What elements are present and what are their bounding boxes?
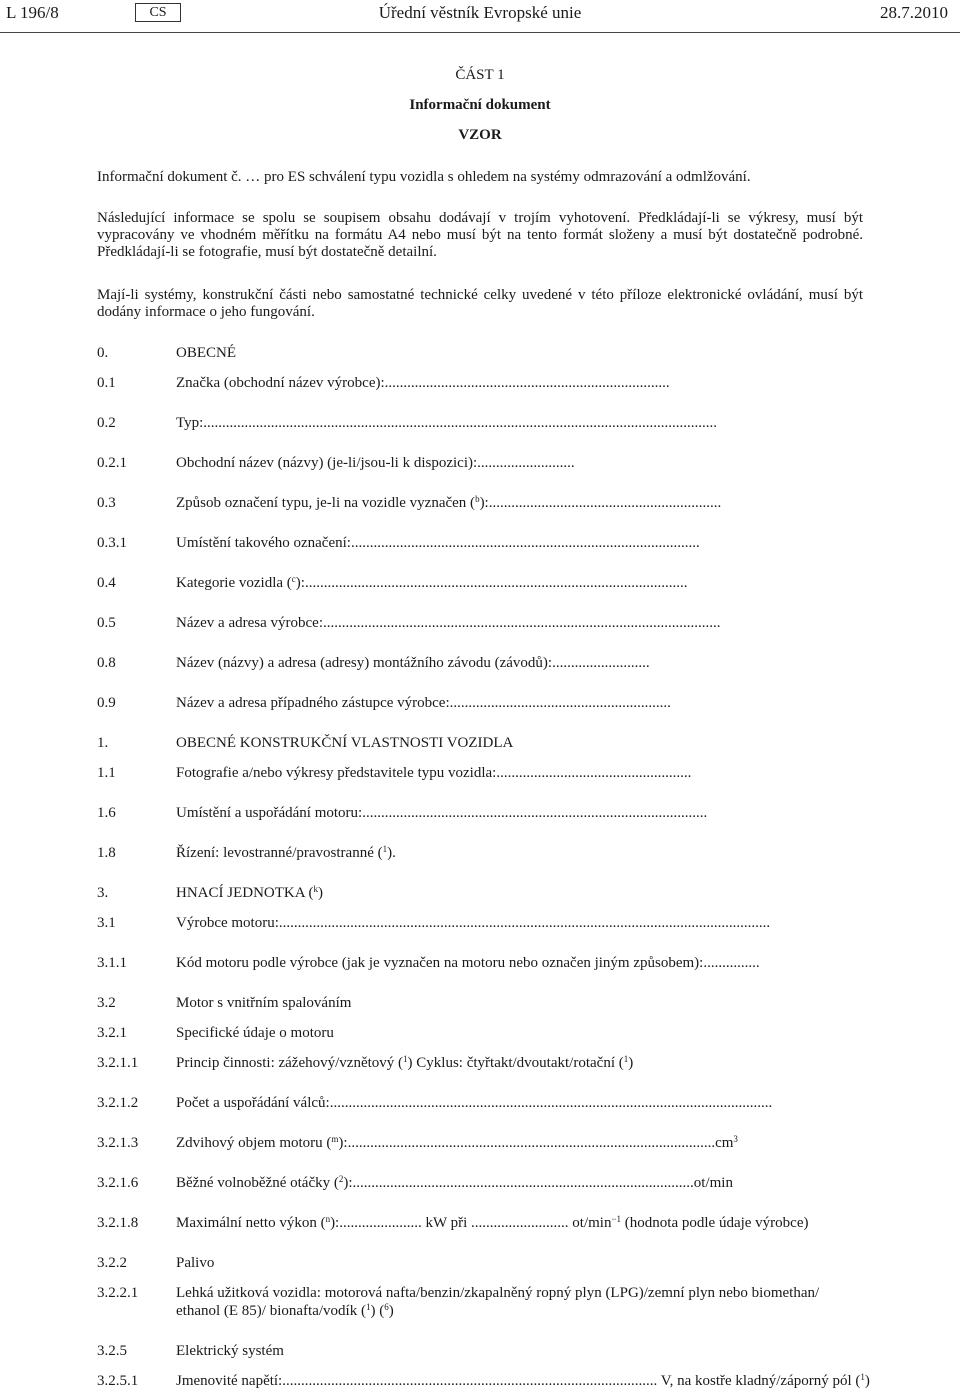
field-label: Název a adresa výrobce:: [176, 615, 323, 631]
fill-in-dots: ...................................................................................................................................: [278, 915, 771, 931]
footnote-ref: b: [475, 494, 480, 504]
field-label: Název (názvy) a adresa (adresy) montážního závodu (závodů):: [176, 655, 553, 671]
form-field-representative: [176, 694, 671, 712]
item-number: 3.1: [97, 915, 116, 931]
item-number: 3.2.5: [97, 1343, 127, 1359]
form-field-engine-manufacturer: [176, 914, 770, 932]
fill-in-dots: ......................: [339, 1215, 422, 1231]
footnote-ref: 1: [403, 1054, 408, 1064]
field-label-tail: ) (: [370, 1303, 385, 1319]
fill-in-dots: ..........................: [552, 655, 650, 671]
field-label-tail: ): [864, 1373, 870, 1389]
field-label-tail: ) Cyklus: čtyřtakt/dvoutakt/rotační (: [407, 1055, 624, 1071]
fill-in-dots: ..........................................................................................................: [323, 615, 721, 631]
journal-title: Úřední věstník Evropské unie: [378, 3, 582, 22]
form-field-type-identification: [176, 494, 721, 512]
field-label: Způsob označení typu, je-li na vozidle vyznačen (: [176, 495, 476, 511]
form-field-steering: [176, 844, 396, 862]
field-label: Umístění a uspořádání motoru:: [176, 805, 363, 821]
field-label: Jmenovité napětí:: [176, 1373, 283, 1389]
item-number: 3.2.1.8: [97, 1215, 139, 1231]
field-label-line2: [176, 1302, 864, 1320]
form-field-working-principle: [176, 1054, 633, 1072]
field-label-tail: ): [628, 1055, 634, 1071]
form-field-idle-speed: [176, 1174, 733, 1192]
item-number: 0.2.1: [97, 455, 127, 471]
item-number: 1.: [97, 735, 109, 751]
subsection-heading: Elektrický systém: [176, 1343, 284, 1359]
item-number: 3.: [97, 885, 109, 901]
form-field-engine-code: [176, 954, 760, 972]
fill-in-dots: ............................................................................: [384, 375, 670, 391]
field-label: Princip činnosti: zážehový/vznětový (: [176, 1055, 404, 1071]
fill-in-dots: ...........................................................................................: [352, 1175, 694, 1191]
form-field-brand: [176, 374, 670, 392]
item-number: 3.2.1.2: [97, 1095, 139, 1111]
footnote-ref: n: [325, 1214, 331, 1224]
item-number: 3.2: [97, 995, 116, 1011]
fill-in-dots: ....................................................................................................: [282, 1373, 658, 1389]
form-field-assembly-plant: [176, 654, 650, 672]
unit-label: cm: [715, 1135, 734, 1151]
item-number: 1.8: [97, 845, 116, 861]
item-number: 3.1.1: [97, 955, 127, 971]
field-label-tail: ).: [387, 845, 396, 861]
form-field-rated-voltage: [176, 1372, 870, 1390]
item-number: 0.2: [97, 415, 116, 431]
field-label-tail: ): [318, 885, 323, 901]
field-label: ethanol (E 85)/ bionafta/vodík (: [176, 1303, 366, 1319]
item-number: 3.2.1.6: [97, 1175, 139, 1191]
page-reference: L 196/8: [6, 3, 59, 22]
field-label: HNACÍ JEDNOTKA (: [176, 885, 314, 901]
field-label-tail: ):: [343, 1175, 353, 1191]
electronic-control-paragraph: Mají-li systémy, konstrukční části nebo samostatné technické celky uvedené v této příloze elektronické ovládání, musí být dodány informace o jeho fungování.: [97, 287, 863, 320]
form-field-type: [176, 414, 717, 432]
footnote-ref: c: [291, 574, 296, 584]
part-heading: ČÁST 1: [455, 67, 505, 83]
item-number: 0.5: [97, 615, 116, 631]
footnote-ref: m: [331, 1134, 339, 1144]
field-label-tail: ):: [479, 495, 489, 511]
item-number: 0.1: [97, 375, 116, 391]
footnote-ref: 2: [338, 1174, 344, 1184]
model-heading: VZOR: [458, 127, 502, 143]
item-number: 1.6: [97, 805, 116, 821]
item-number: 3.2.5.1: [97, 1373, 139, 1389]
form-field-displacement: [176, 1134, 738, 1152]
fill-in-dots: .............................................................................................: [350, 535, 700, 551]
field-label: Lehká užitková vozidla: motorová nafta/benzin/zkapalněný ropný plyn (LPG)/zemní plyn nebo biomethan/: [176, 1285, 820, 1301]
intro-paragraph: Informační dokument č. … pro ES schválení typu vozidla s ohledem na systémy odmrazování a odmlžování.: [97, 169, 751, 185]
header-rule: [0, 32, 960, 33]
fill-in-dots: ..................................................................................................: [347, 1135, 716, 1151]
field-label-tail: ):: [338, 1135, 348, 1151]
unit-label: V, na kostře kladný/záporný pól (: [657, 1373, 861, 1389]
form-field-max-power: [176, 1214, 808, 1232]
field-label: Řízení: levostranné/pravostranné (: [176, 845, 383, 861]
field-label: Kategorie vozidla (: [176, 575, 292, 591]
unit-exponent: 3: [733, 1134, 738, 1144]
form-field-cylinders: [176, 1094, 772, 1112]
item-number: 0.: [97, 345, 109, 361]
unit-exponent: −1: [611, 1214, 622, 1224]
field-label: Fotografie a/nebo výkresy představitele typu vozidla:: [176, 765, 497, 781]
field-label: Název a adresa případného zástupce výrobce:: [176, 695, 450, 711]
form-field-marking-location: [176, 534, 700, 552]
field-label-tail: ):: [295, 575, 305, 591]
item-number: 0.3.1: [97, 535, 127, 551]
item-number: 3.2.1.1: [97, 1055, 139, 1071]
fill-in-dots: ......................................................................................................................: [329, 1095, 773, 1111]
fill-in-dots: ...............: [703, 955, 760, 971]
footnote-ref: 1: [860, 1372, 865, 1382]
fill-in-dots: ..........................: [477, 455, 575, 471]
fill-in-dots: ......................................................................................................: [304, 575, 688, 591]
item-number: 0.4: [97, 575, 116, 591]
running-header: [0, 3, 960, 25]
footnote-ref: 1: [623, 1054, 629, 1064]
field-label: Typ:: [176, 415, 204, 431]
form-field-engine-location: [176, 804, 707, 822]
item-number: 3.2.2: [97, 1255, 127, 1271]
field-label: Počet a uspořádání válců:: [176, 1095, 330, 1111]
fill-in-dots: ...........................................................: [449, 695, 671, 711]
field-label: Značka (obchodní název výrobce):: [176, 375, 385, 391]
field-label: Výrobce motoru:: [176, 915, 279, 931]
section-heading: OBECNÉ KONSTRUKČNÍ VLASTNOSTI VOZIDLA: [176, 735, 514, 751]
section-heading: OBECNÉ: [176, 345, 236, 361]
footnote-ref: 6: [384, 1302, 389, 1312]
fill-in-dots: ..........................: [471, 1215, 569, 1231]
item-number: 3.2.1.3: [97, 1135, 139, 1151]
form-field-manufacturer: [176, 614, 721, 632]
item-number: 0.8: [97, 655, 116, 671]
fill-in-dots: ..............................................................: [488, 495, 722, 511]
publication-date: 28.7.2010: [880, 3, 948, 22]
field-label-tail: ): [388, 1303, 394, 1319]
section-heading: [176, 884, 323, 902]
form-field-vehicle-category: [176, 574, 687, 592]
language-code-box: CS: [135, 3, 181, 22]
field-label: Umístění takového označení:: [176, 535, 351, 551]
form-field-commercial-name: [176, 454, 575, 472]
item-number: 3.2.2.1: [97, 1285, 139, 1301]
unit-label: ot/min: [693, 1175, 733, 1191]
form-field-fuel: [176, 1284, 864, 1320]
item-number: 3.2.1: [97, 1025, 127, 1041]
field-label: Obchodní název (názvy) (je-li/jsou-li k dispozici):: [176, 455, 478, 471]
form-field-photographs: [176, 764, 691, 782]
field-label: Kód motoru podle výrobce (jak je vyznačen na motoru nebo označen jiným způsobem):: [176, 955, 704, 971]
field-label: Maximální netto výkon (: [176, 1215, 326, 1231]
item-number: 1.1: [97, 765, 116, 781]
subsection-heading: Specifické údaje o motoru: [176, 1025, 334, 1041]
item-number: 0.9: [97, 695, 116, 711]
item-number: 0.3: [97, 495, 116, 511]
footnote-ref: k: [313, 884, 318, 894]
fill-in-dots: ....................................................: [496, 765, 692, 781]
document-title: Informační dokument: [409, 97, 551, 113]
field-label-tail: ):: [330, 1215, 340, 1231]
unit-label: ot/min: [568, 1215, 612, 1231]
field-label: Zdvihový objem motoru (: [176, 1135, 332, 1151]
unit-label: kW při: [421, 1215, 472, 1231]
instructions-paragraph: Následující informace se spolu se soupisem obsahu dodávají v trojím vyhotovení. Předkládají-li se výkresy, musí být vypracovány ve vhodném měřítku na formátu A4 nebo musí být na tento formát složeny a musí být dostatečně podrobné. Předkládají-li se fotografie, musí být dostatečně detailní.: [97, 210, 863, 260]
footnote-ref: 1: [365, 1302, 371, 1312]
subsection-heading: Palivo: [176, 1255, 215, 1271]
footnote-ref: 1: [382, 844, 388, 854]
fill-in-dots: .........................................................................................................................................: [203, 415, 718, 431]
subsection-heading: Motor s vnitřním spalováním: [176, 995, 352, 1011]
field-label: Běžné volnoběžné otáčky (: [176, 1175, 339, 1191]
field-note: (hodnota podle údaje výrobce): [621, 1215, 809, 1231]
fill-in-dots: ............................................................................................: [362, 805, 708, 821]
